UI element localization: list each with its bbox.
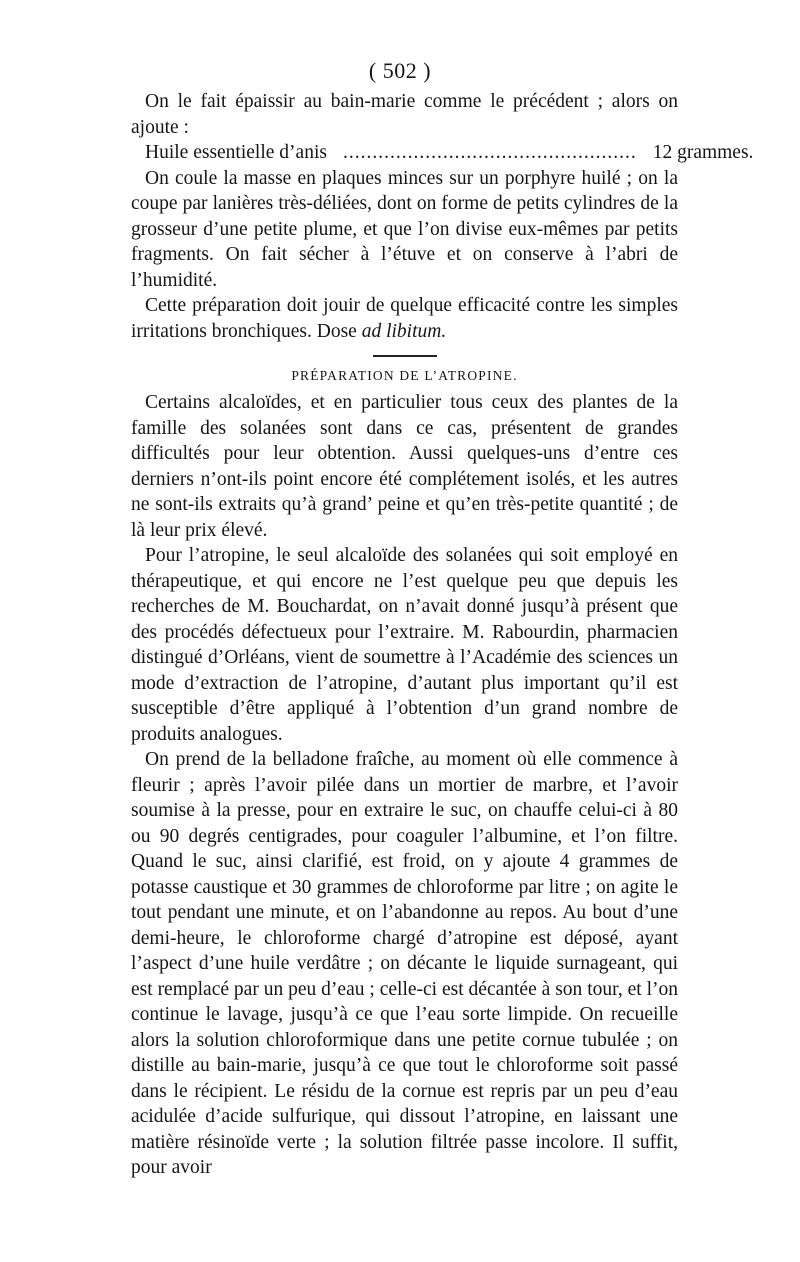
efficacy-text: Cette préparation doit jouir de quelque efficacité contre les simples irritations bronchiques. Dose bbox=[131, 295, 678, 342]
paragraph-efficacy bbox=[131, 293, 678, 344]
paragraph-belladone-procedure: On prend de la belladone fraîche, au moment où elle commence à fleurir ; après l’avoir pilée dans un mortier de marbre, et l’avoir soumise à la presse, pour en extraire le suc, on chauffe celui-ci à 80 ou 90 degrés centigrades, pour coaguler l’albumine, et l’on filtre. Quand le suc, ainsi clarifié, est froid, on y ajoute 4 grammes de potasse caustique et 30 grammes de chloroforme par litre ; on agite le tout pendant une minute, et on l’abandonne au repos. Au bout d’une demi-heure, le chloroforme chargé d’atropine est déposé, ayant l’aspect d’une huile verdâtre ; on décante le liquide surnageant, qui est remplacé par un peu d’eau ; celle-ci est décantée à son tour, et l’on continue le lavage, jusqu’à ce que l’eau sorte limpide. On recueille alors la solution chloroformique dans une petite cornue tubulée ; on distille au bain-marie, jusqu’à ce que tout le chloroforme soit passé dans le récipient. Le résidu de la cornue est repris par un peu d’eau acidulée d’acide sulfurique, qui dissout l’atropine, en laissant une matière résinoïde verte ; la solution filtrée passe incolore. Il suffit, pour avoir bbox=[131, 749, 678, 1178]
section-title: PRÉPARATION DE L’ATROPINE. bbox=[291, 368, 518, 383]
page-body bbox=[131, 89, 754, 1181]
paragraph-alkaloids: Certains alcaloïdes, et en particulier tous ceux des plantes de la famille des solanées sont dans ce cas, présentent de grandes difficultés pour leur obtention. Aussi quelques-uns d’entre ces derniers n’ont-ils point encore été complétement isolés, et les autres ne sont-ils extraits qu’à grand’ peine et qu’en très-petite quantité ; de là leur prix élevé. bbox=[131, 392, 678, 541]
paragraph-thickening: On le fait épaissir au bain-marie comme le précédent ; alors on ajoute : bbox=[131, 91, 678, 138]
paragraph-porphyry: On coule la masse en plaques minces sur un porphyre huilé ; on la coupe par lanières très-déliées, dont on forme de petits cylindres de la grosseur d’une petite plume, et que l’on divise eux-mêmes par petits fragments. On fait sécher à l’étuve et on conserve à l’abri de l’humidité. bbox=[131, 167, 678, 291]
recipe-ingredient: Huile essentielle d’anis bbox=[145, 142, 327, 163]
recipe-quantity: 12 grammes. bbox=[652, 142, 754, 163]
paragraph-atropine-rabourdin: Pour l’atropine, le seul alcaloïde des solanées qui soit employé en thérapeutique, et qui encore ne l’est quelque peu que depuis les recherches de M. Bouchardat, on n’avait donné jusqu’à présent que des procédés défectueux pour l’extraire. M. Rabourdin, pharmacien distingué d’Orléans, vient de soumettre à l’Académie des sciences un mode d’extraction de l’atropine, d’autant plus important qu’il est susceptible d’être appliqué à l’obtention d’un grand nombre de produits analogues. bbox=[131, 545, 678, 745]
recipe-line bbox=[131, 140, 754, 166]
page-number: ( 502 ) bbox=[368, 58, 432, 83]
ad-libitum-text: ad libitum. bbox=[361, 320, 447, 342]
recipe-leader-dots: .................................................. bbox=[342, 142, 637, 163]
section-divider bbox=[373, 355, 437, 357]
